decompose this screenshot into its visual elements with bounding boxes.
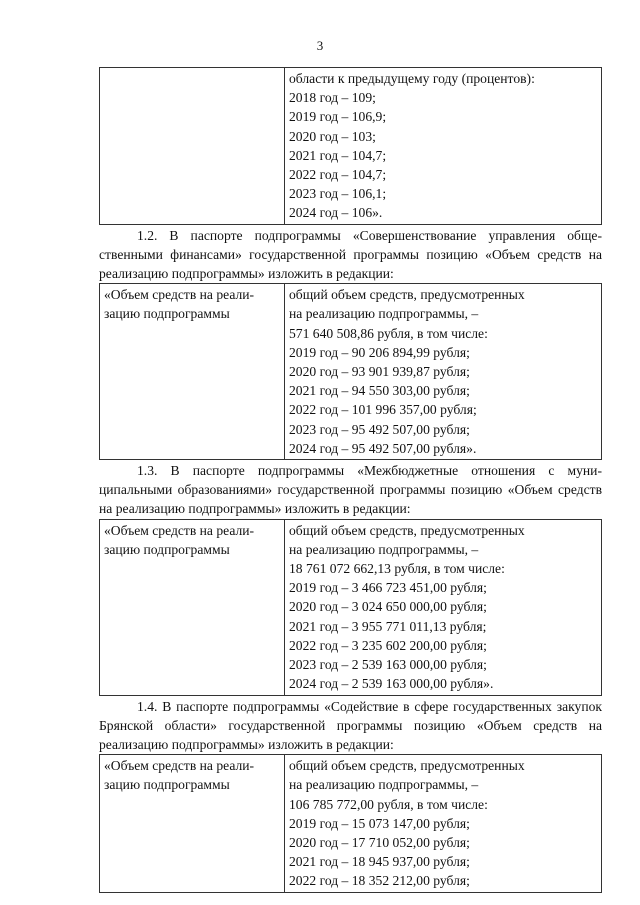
funding-label-cell (100, 284, 285, 460)
table-line: 2020 год – 17 710 052,00 рубля; (289, 834, 470, 850)
table-line: 2018 год – 109; (289, 90, 376, 106)
table-line: 2019 год – 106,9; (289, 109, 387, 125)
table-line: 571 640 508,86 рубля, в том числе: (289, 325, 488, 341)
continuation-left-cell (100, 68, 285, 225)
table-line: 18 761 072 662,13 рубля, в том числе: (289, 561, 505, 577)
table-line: на реализацию подпрограммы, – (289, 541, 479, 557)
table-line: 2022 год – 18 352 212,00 рубля; (289, 873, 470, 889)
funding-table-1-3 (99, 519, 602, 696)
table-line: на реализацию подпрограммы, – (289, 306, 479, 322)
table-line: 2019 год – 3 466 723 451,00 рубля; (289, 580, 487, 596)
continuation-table (99, 67, 602, 225)
table-line: «Объем средств на реали- (104, 758, 255, 774)
table-line: 2021 год – 3 955 771 011,13 рубля; (289, 618, 487, 634)
table-line: 2021 год – 104,7; (289, 147, 387, 163)
table-line: 2021 год – 94 550 303,00 рубля; (289, 383, 470, 399)
funding-table-1-2 (99, 283, 602, 460)
table-line: 2019 год – 15 073 147,00 рубля; (289, 815, 470, 831)
paragraph-1-4: 1.4. В паспорте подпрограммы «Содействие в сфере государственных закупок Брянской области» государственной программы позицию «Объем средств на реализацию подпрограммы» изложить в редакции: (99, 698, 602, 752)
table-line: на реализацию подпрограммы, – (289, 777, 479, 793)
table-line: 2023 год – 2 539 163 000,00 рубля; (289, 657, 487, 673)
table-line: 2022 год – 104,7; (289, 167, 387, 183)
table-line: 2020 год – 3 024 650 000,00 рубля; (289, 599, 487, 615)
table-line: 106 785 772,00 рубля, в том числе: (289, 796, 488, 812)
paragraph-1-2: 1.2. В паспорте подпрограммы «Совершенствование управления общественными финансами» государственной программы позицию «Объем средств на реализацию подпрограммы» изложить в редакции: (99, 227, 602, 282)
funding-value-cell (285, 519, 602, 695)
table-line: зацию подпрограммы (104, 777, 230, 793)
table-line: 2020 год – 103; (289, 128, 376, 144)
funding-value-cell (285, 284, 602, 460)
table-line: зацию подпрограммы (104, 541, 230, 557)
funding-table-1-4 (99, 754, 602, 892)
table-line: 2024 год – 95 492 507,00 рубля». (289, 440, 477, 456)
table-line: 2022 год – 101 996 357,00 рубля; (289, 402, 477, 418)
continuation-right-cell (285, 68, 602, 225)
table-line: общий объем средств, предусмотренных (289, 287, 525, 303)
table-line: 2023 год – 106,1; (289, 186, 387, 202)
page-number: 3 (316, 38, 324, 53)
funding-label-cell (100, 519, 285, 695)
table-line: 2021 год – 18 945 937,00 рубля; (289, 854, 470, 870)
funding-label-cell (100, 755, 285, 892)
table-line: 2019 год – 90 206 894,99 рубля; (289, 344, 470, 360)
table-line: зацию подпрограммы (104, 306, 230, 322)
table-line: 2024 год – 2 539 163 000,00 рубля». (289, 676, 494, 692)
table-line: 2022 год – 3 235 602 200,00 рубля; (289, 637, 487, 653)
table-line: 2020 год – 93 901 939,87 рубля; (289, 364, 470, 380)
table-line: 2023 год – 95 492 507,00 рубля; (289, 421, 470, 437)
table-line: «Объем средств на реали- (104, 287, 255, 303)
table-line: области к предыдущему году (процентов): (289, 71, 535, 86)
funding-value-cell (285, 755, 602, 892)
table-line: «Объем средств на реали- (104, 522, 255, 538)
table-line: общий объем средств, предусмотренных (289, 758, 525, 774)
document-body (99, 67, 602, 893)
paragraph-1-3: 1.3. В паспорте подпрограммы «Межбюджетные отношения с муниципальными образованиями» государственной программы позицию «Объем средств на реализацию подпрограммы» изложить в редакции: (99, 463, 602, 517)
table-line: 2024 год – 106». (289, 205, 383, 221)
table-line: общий объем средств, предусмотренных (289, 522, 525, 538)
